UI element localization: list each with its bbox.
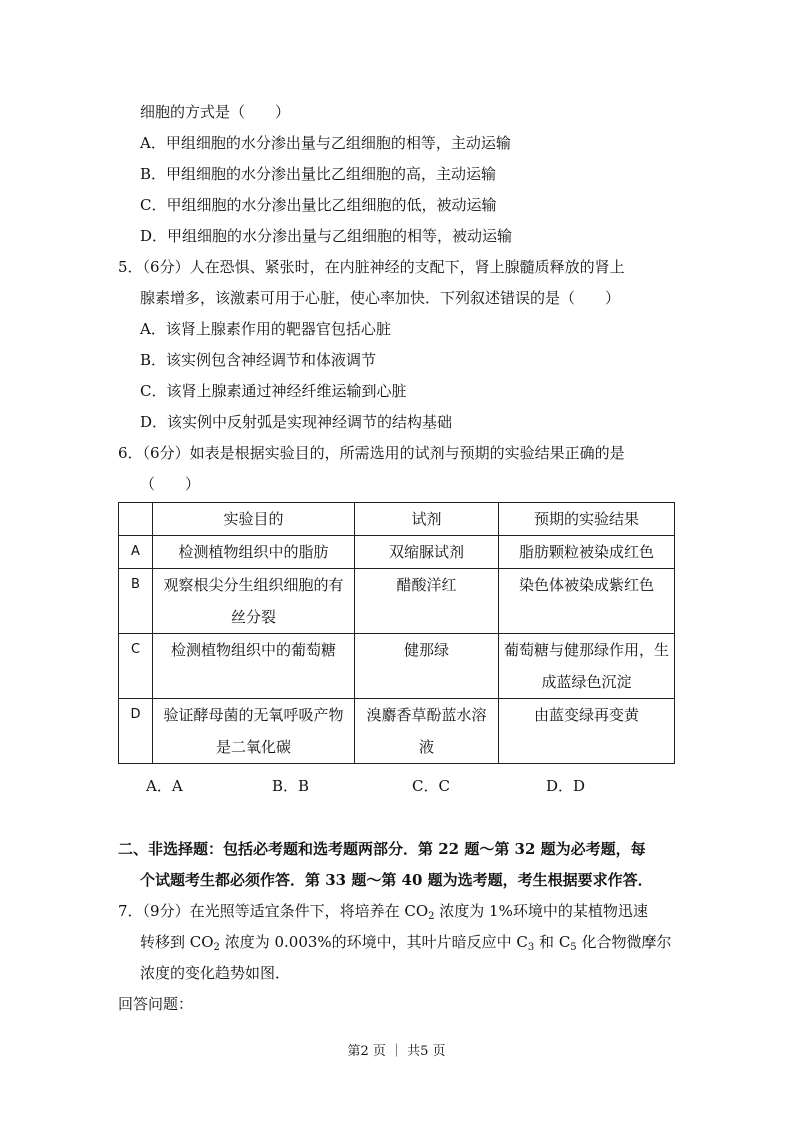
q6-answer-a: A．A — [146, 777, 183, 795]
page-footer: 第2 页 ｜ 共5 页 — [347, 1044, 446, 1059]
table-row — [119, 536, 675, 569]
q4-option-b: B．甲组细胞的水分渗出量比乙组细胞的高，主动运输 — [140, 165, 497, 183]
q5-option-d: D．该实例中反射弧是实现神经调节的结构基础 — [140, 413, 453, 431]
q7-text: 浓度为 0.003%的环境中，其叶片暗反应中 C — [219, 933, 528, 951]
q4-option-a: A．甲组细胞的水分渗出量与乙组细胞的相等，主动运输 — [140, 134, 511, 152]
experiment-table — [118, 502, 675, 764]
section2-heading-line1: 二、非选择题：包括必考题和选考题两部分．第 22 题～第 32 题为必考题，每 — [118, 840, 646, 858]
q6-answer-c: C．C — [412, 777, 450, 795]
q6-stem-line2: （ ） — [140, 475, 201, 493]
q5-stem-line2: 腺素增多，该激素可用于心脏，使心率加快．下列叙述错误的是（ ） — [140, 289, 621, 307]
reagent-cell — [355, 536, 499, 569]
row-label: A — [119, 536, 153, 569]
q4-stem-tail: 细胞的方式是（ ） — [140, 103, 291, 121]
q7-subscript: 2 — [213, 942, 220, 953]
cell-text: 丝分裂 — [230, 608, 276, 626]
table-header-row — [119, 503, 675, 536]
q7-stem-line3: 浓度的变化趋势如图． — [140, 964, 291, 982]
cell-text: 健那绿 — [403, 641, 449, 659]
q6-answer-d: D．D — [546, 777, 586, 795]
q7-subscript: 2 — [428, 911, 435, 922]
q7-answer-prompt: 回答问题： — [118, 995, 194, 1013]
q7-text: 7．（9分）在光照等适宜条件下，将培养在 CO — [118, 902, 429, 920]
cell-text: 液 — [418, 738, 434, 756]
table-header-cell: 试剂 — [355, 503, 499, 536]
result-cell — [499, 634, 675, 699]
q7-text: 浓度为 1%环境中的某植物迅速 — [434, 902, 648, 920]
cell-text: 验证酵母菌的无氧呼吸产物 — [163, 706, 344, 724]
cell-text: 双缩脲试剂 — [388, 543, 464, 561]
table-header-cell — [119, 503, 153, 536]
cell-text: 是二氧化碳 — [215, 738, 291, 756]
cell-text: 成蓝绿色沉淀 — [541, 673, 632, 691]
table-row — [119, 569, 675, 634]
q7-text: 化合物微摩尔 — [576, 933, 672, 951]
purpose-cell — [153, 536, 355, 569]
reagent-cell — [355, 699, 499, 764]
purpose-cell — [153, 699, 355, 764]
purpose-cell — [153, 634, 355, 699]
q5-option-a: A．该肾上腺素作用的靶器官包括心脏 — [140, 320, 391, 338]
q7-subscript: 3 — [527, 942, 535, 953]
cell-text: 葡萄糖与健那绿作用，生 — [503, 641, 669, 659]
cell-text: 检测植物组织中的葡萄糖 — [170, 641, 336, 659]
result-cell — [499, 536, 675, 569]
q4-option-d: D．甲组细胞的水分渗出量与乙组细胞的相等，被动运输 — [140, 227, 513, 245]
cell-text: 醋酸洋红 — [396, 576, 457, 594]
q5-stem-line1: 5．（6分）人在恐惧、紧张时，在内脏神经的支配下，肾上腺髓质释放的肾上 — [118, 258, 625, 276]
cell-text: 观察根尖分生组织细胞的有 — [163, 576, 344, 594]
q6-stem-line1: 6．（6分）如表是根据实验目的，所需选用的试剂与预期的实验结果正确的是 — [118, 444, 625, 462]
q7-subscript: 5 — [570, 942, 577, 953]
table-row — [119, 634, 675, 699]
q5-option-b: B．该实例包含神经调节和体液调节 — [140, 351, 377, 369]
result-cell — [499, 699, 675, 764]
table-header-cell: 预期的实验结果 — [499, 503, 675, 536]
q7-stem-line1 — [118, 901, 648, 921]
table-header-cell: 实验目的 — [153, 503, 355, 536]
cell-text: 脂肪颗粒被染成红色 — [518, 543, 654, 561]
row-label: D — [119, 699, 153, 764]
q5-option-c: C．该肾上腺素通过神经纤维运输到心脏 — [140, 382, 407, 400]
q6-answer-b: B．B — [272, 777, 310, 795]
q7-text: 转移到 CO — [140, 933, 214, 951]
cell-text: 溴麝香草酚蓝水溶 — [366, 706, 487, 724]
purpose-cell — [153, 569, 355, 634]
cell-text: 由蓝变绿再变黄 — [533, 706, 639, 724]
result-cell — [499, 569, 675, 634]
section2-heading-line2: 个试题考生都必须作答．第 33 题～第 40 题为选考题，考生根据要求作答． — [140, 871, 653, 889]
row-label: B — [119, 569, 153, 634]
cell-text: 染色体被染成紫红色 — [518, 576, 654, 594]
table-row — [119, 699, 675, 764]
reagent-cell — [355, 634, 499, 699]
cell-text: 检测植物组织中的脂肪 — [178, 543, 329, 561]
row-label: C — [119, 634, 153, 699]
q4-option-c: C．甲组细胞的水分渗出量比乙组细胞的低，被动运输 — [140, 196, 497, 214]
q7-text: 和 C — [534, 933, 571, 951]
reagent-cell — [355, 569, 499, 634]
q7-stem-line2 — [140, 932, 671, 952]
